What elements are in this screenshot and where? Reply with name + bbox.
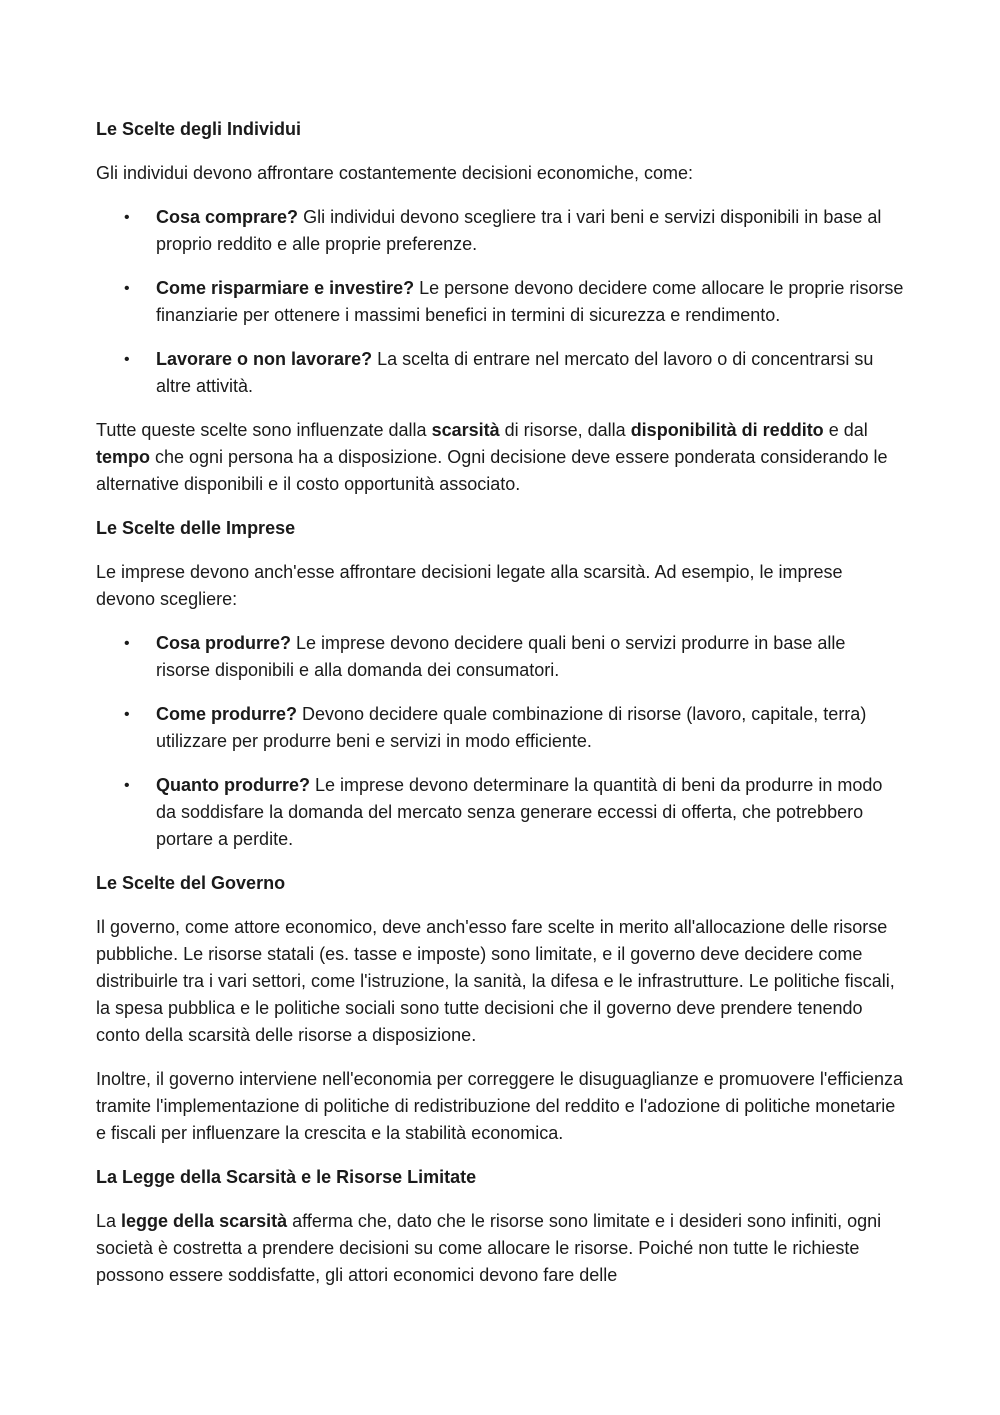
text-run: afferma che, dato che le risorse sono limitate e i desideri sono infiniti, ogni società è costretta a prendere decisioni su come allocare le risorse. Poiché non tutte le richieste possono essere soddisfatte, gli attori economici devono fare delle bbox=[96, 1211, 882, 1285]
bold-term: legge della scarsità bbox=[121, 1211, 288, 1231]
list-item bbox=[156, 772, 904, 853]
text-run: e dal bbox=[823, 420, 868, 440]
paragraph-individui-intro: Gli individui devono affrontare costantemente decisioni economiche, come: bbox=[96, 163, 694, 183]
paragraph-governo-1: Il governo, come attore economico, deve anch'esso fare scelte in merito all'allocazione delle risorse pubbliche. Le risorse statali (es. tasse e imposte) sono limitate, e il governo deve decidere come distribuirle tra i vari settori, come l'istruzione, la sanità, la difesa e le infrastrutture. Le politiche fiscali, la spesa pubblica e le politiche sociali sono tutte decisioni che il governo deve prendere tenendo conto della scarsità delle risorse a disposizione. bbox=[96, 917, 895, 1045]
item-text: Le imprese devono decidere quali beni o servizi produrre in base alle risorse disponibili e alla domanda dei consumatori. bbox=[156, 633, 846, 680]
bold-term: Quanto produrre? bbox=[156, 775, 310, 795]
item-text: Le imprese devono determinare la quantità di beni da produrre in modo da soddisfare la domanda del mercato senza generare eccessi di offerta, che potrebbero portare a perdite. bbox=[156, 775, 883, 849]
section-heading-individui: Le Scelte degli Individui bbox=[96, 119, 302, 139]
text-run: di risorse, dalla bbox=[499, 420, 631, 440]
bold-term: tempo bbox=[96, 447, 150, 467]
paragraph-scarsita bbox=[96, 1208, 904, 1289]
bold-term: scarsità bbox=[431, 420, 500, 440]
item-text: Le persone devono decidere come allocare le proprie risorse finanziarie per ottenere i massimi benefici in termini di sicurezza e rendimento. bbox=[156, 278, 904, 325]
bullet-list-imprese bbox=[96, 630, 904, 853]
paragraph-governo-2: Inoltre, il governo interviene nell'economia per correggere le disuguaglianze e promuovere l'efficienza tramite l'implementazione di politiche di redistribuzione del reddito e l'adozione di politiche monetarie e fiscali per influenzare la crescita e la stabilità economica. bbox=[96, 1069, 904, 1143]
bullet-list-individui bbox=[96, 204, 904, 400]
text-run: Tutte queste scelte sono influenzate dalla bbox=[96, 420, 432, 440]
list-item bbox=[156, 630, 904, 684]
bold-term: Lavorare o non lavorare? bbox=[156, 349, 373, 369]
paragraph-individui-summary bbox=[96, 417, 904, 498]
text-run: La bbox=[96, 1211, 122, 1231]
list-item bbox=[156, 701, 904, 755]
list-item bbox=[156, 346, 904, 400]
bold-term: Come risparmiare e investire? bbox=[156, 278, 415, 298]
item-text: Gli individui devono scegliere tra i vari beni e servizi disponibili in base al proprio reddito e alle proprie preferenze. bbox=[156, 207, 882, 254]
list-item bbox=[156, 275, 904, 329]
list-item bbox=[156, 204, 904, 258]
bold-term: Cosa produrre? bbox=[156, 633, 292, 653]
section-heading-governo: Le Scelte del Governo bbox=[96, 873, 286, 893]
bold-term: Come produrre? bbox=[156, 704, 298, 724]
bold-term: Cosa comprare? bbox=[156, 207, 299, 227]
bold-term: disponibilità di reddito bbox=[630, 420, 824, 440]
item-text: Devono decidere quale combinazione di risorse (lavoro, capitale, terra) utilizzare per produrre beni e servizi in modo efficiente. bbox=[156, 704, 867, 751]
text-run: che ogni persona ha a disposizione. Ogni decisione deve essere ponderata considerando le alternative disponibili e il costo opportunità associato. bbox=[96, 447, 888, 494]
section-heading-imprese: Le Scelte delle Imprese bbox=[96, 518, 296, 538]
paragraph-imprese-intro: Le imprese devono anch'esse affrontare decisioni legate alla scarsità. Ad esempio, le imprese devono scegliere: bbox=[96, 562, 843, 609]
section-heading-scarsita: La Legge della Scarsità e le Risorse Limitate bbox=[96, 1167, 477, 1187]
item-text: La scelta di entrare nel mercato del lavoro o di concentrarsi su altre attività. bbox=[156, 349, 874, 396]
